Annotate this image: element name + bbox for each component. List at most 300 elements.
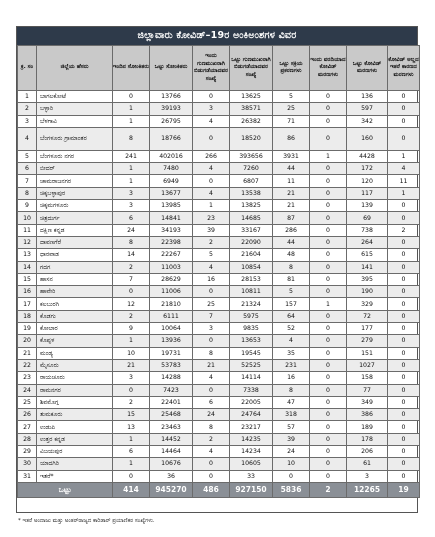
total-discharged: 18520 — [230, 127, 273, 150]
active-cases: 71 — [273, 115, 310, 127]
district-name: ದಾವಣಗೆರೆ — [37, 236, 113, 248]
today-deaths: 0 — [310, 323, 347, 335]
today-positive: 0 — [113, 384, 150, 396]
today-discharged: 0 — [193, 458, 230, 470]
table-row — [18, 458, 420, 470]
today-positive: 7 — [113, 273, 150, 285]
non-covid-deaths: 0 — [388, 200, 420, 212]
today-deaths: 0 — [310, 372, 347, 384]
totals-today-discharged: 486 — [193, 482, 230, 497]
table-title: ಜಿಲ್ಲಾವಾರು ಕೋವಿಡ್–19ರ ಅಂಕಿಅಂಶಗಳ ವಿವರ — [17, 27, 417, 45]
today-positive: 0 — [113, 286, 150, 298]
non-covid-deaths: 0 — [388, 433, 420, 445]
table-row — [18, 470, 420, 482]
district-name: ಮಂಡ್ಯ — [37, 347, 113, 359]
today-deaths: 0 — [310, 384, 347, 396]
row-sl: 10 — [18, 212, 37, 224]
non-covid-deaths: 0 — [388, 236, 420, 248]
active-cases: 5 — [273, 91, 310, 103]
today-discharged: 4 — [193, 163, 230, 175]
district-name: ಚಿಕ್ಕಮಗಳೂರು — [37, 200, 113, 212]
non-covid-deaths: 0 — [388, 91, 420, 103]
total-discharged: 7260 — [230, 163, 273, 175]
district-name: ಗದಗ — [37, 261, 113, 273]
header-total-positive: ಒಟ್ಟು ಸೋಂಕಿತರು — [150, 46, 193, 91]
total-discharged: 14685 — [230, 212, 273, 224]
row-sl: 8 — [18, 187, 37, 199]
today-discharged: 2 — [193, 236, 230, 248]
header-non-covid-deaths: ಕೋವಿಡ್ ಅಲ್ಲದ ಇತರೆ ಕಾರಣದ ಮರಣಗಳು — [388, 46, 420, 91]
total-positive: 402016 — [150, 150, 193, 162]
today-discharged: 21 — [193, 359, 230, 371]
active-cases: 44 — [273, 236, 310, 248]
today-discharged: 266 — [193, 150, 230, 162]
non-covid-deaths: 0 — [388, 446, 420, 458]
totals-today-positive: 414 — [113, 482, 150, 497]
today-positive: 3 — [113, 372, 150, 384]
total-positive: 14841 — [150, 212, 193, 224]
non-covid-deaths: 1 — [388, 187, 420, 199]
district-name: ಚಿತ್ರದುರ್ಗ — [37, 212, 113, 224]
total-positive: 22401 — [150, 396, 193, 408]
non-covid-deaths: 0 — [388, 310, 420, 322]
table-row — [18, 163, 420, 175]
total-discharged: 19545 — [230, 347, 273, 359]
today-deaths: 0 — [310, 236, 347, 248]
totals-label: ಒಟ್ಟು — [18, 482, 113, 497]
today-positive: 2 — [113, 396, 150, 408]
row-sl: 16 — [18, 286, 37, 298]
today-deaths: 0 — [310, 261, 347, 273]
total-deaths: 72 — [347, 310, 388, 322]
today-positive: 0 — [113, 470, 150, 482]
table-row — [18, 409, 420, 421]
table-row — [18, 150, 420, 162]
today-positive: 1 — [113, 458, 150, 470]
today-discharged: 0 — [193, 286, 230, 298]
total-positive: 14464 — [150, 446, 193, 458]
non-covid-deaths: 0 — [388, 347, 420, 359]
total-discharged: 10811 — [230, 286, 273, 298]
non-covid-deaths: 0 — [388, 384, 420, 396]
table-row — [18, 347, 420, 359]
today-positive: 0 — [113, 91, 150, 103]
today-positive: 1 — [113, 335, 150, 347]
total-deaths: 136 — [347, 91, 388, 103]
active-cases: 52 — [273, 323, 310, 335]
district-name: ಕೊಡಗು — [37, 310, 113, 322]
row-sl: 25 — [18, 396, 37, 408]
today-positive: 1 — [113, 163, 150, 175]
today-positive: 15 — [113, 409, 150, 421]
active-cases: 24 — [273, 446, 310, 458]
active-cases: 16 — [273, 372, 310, 384]
district-name: ಕಲಬುರಗಿ — [37, 298, 113, 310]
total-discharged: 13825 — [230, 200, 273, 212]
district-name: ಯಾದಗಿರಿ — [37, 458, 113, 470]
today-discharged: 0 — [193, 470, 230, 482]
row-sl: 19 — [18, 323, 37, 335]
row-sl: 17 — [18, 298, 37, 310]
district-name: ರಾಮನಗರ — [37, 384, 113, 396]
non-covid-deaths: 0 — [388, 127, 420, 150]
today-positive: 6 — [113, 446, 150, 458]
table-row — [18, 384, 420, 396]
active-cases: 21 — [273, 200, 310, 212]
total-deaths: 349 — [347, 396, 388, 408]
totals-active: 5836 — [273, 482, 310, 497]
table-row — [18, 372, 420, 384]
total-positive: 18766 — [150, 127, 193, 150]
total-positive: 6111 — [150, 310, 193, 322]
total-discharged: 13625 — [230, 91, 273, 103]
total-positive: 14288 — [150, 372, 193, 384]
header-total-deaths: ಒಟ್ಟು ಕೋವಿಡ್ ಮರಣಗಳು — [347, 46, 388, 91]
total-discharged: 22005 — [230, 396, 273, 408]
district-covid-table — [17, 45, 420, 498]
row-sl: 1 — [18, 91, 37, 103]
today-discharged: 4 — [193, 115, 230, 127]
total-positive: 14452 — [150, 433, 193, 445]
total-discharged: 9835 — [230, 323, 273, 335]
header-total-discharged: ಒಟ್ಟು ಗುಣಮುಖರಾಗಿ ಬಿಡುಗಡೆಯಾದವರ ಸಂಖ್ಯೆ — [230, 46, 273, 91]
total-discharged: 33 — [230, 470, 273, 482]
total-discharged: 23217 — [230, 421, 273, 433]
total-discharged: 33167 — [230, 224, 273, 236]
total-discharged: 13653 — [230, 335, 273, 347]
district-name: ರಾಯಚೂರು — [37, 372, 113, 384]
table-row — [18, 224, 420, 236]
total-discharged: 14235 — [230, 433, 273, 445]
non-covid-deaths: 0 — [388, 212, 420, 224]
today-deaths: 0 — [310, 224, 347, 236]
active-cases: 231 — [273, 359, 310, 371]
total-discharged: 21324 — [230, 298, 273, 310]
district-name: ಧಾರವಾಡ — [37, 249, 113, 261]
table-row — [18, 103, 420, 115]
header-today-deaths: ಇಂದು ವರದಿಯಾದ ಕೋವಿಡ್ ಮರಣಗಳು — [310, 46, 347, 91]
district-name: ವಿಜಯಪುರ — [37, 446, 113, 458]
non-covid-deaths: 0 — [388, 261, 420, 273]
table-row — [18, 310, 420, 322]
total-positive: 19731 — [150, 347, 193, 359]
row-sl: 4 — [18, 127, 37, 150]
header-sl: ಕ್ರ. ಸಂ — [18, 46, 37, 91]
district-name: ಬೆಂಗಳೂರು ನಗರ — [37, 150, 113, 162]
active-cases: 64 — [273, 310, 310, 322]
today-positive: 2 — [113, 261, 150, 273]
today-discharged: 6 — [193, 396, 230, 408]
today-deaths: 0 — [310, 163, 347, 175]
table-row — [18, 236, 420, 248]
total-deaths: 117 — [347, 187, 388, 199]
total-deaths: 190 — [347, 286, 388, 298]
non-covid-deaths: 11 — [388, 175, 420, 187]
row-sl: 30 — [18, 458, 37, 470]
today-deaths: 0 — [310, 446, 347, 458]
non-covid-deaths: 0 — [388, 458, 420, 470]
header-active: ಒಟ್ಟು ಸಕ್ರಿಯ ಪ್ರಕರಣಗಳು — [273, 46, 310, 91]
today-discharged: 2 — [193, 433, 230, 445]
row-sl: 13 — [18, 249, 37, 261]
total-discharged: 393656 — [230, 150, 273, 162]
today-deaths: 1 — [310, 150, 347, 162]
total-positive: 7423 — [150, 384, 193, 396]
table-row — [18, 433, 420, 445]
active-cases: 86 — [273, 127, 310, 150]
table-row — [18, 446, 420, 458]
table-row — [18, 187, 420, 199]
total-deaths: 189 — [347, 421, 388, 433]
today-discharged: 16 — [193, 273, 230, 285]
today-deaths: 0 — [310, 458, 347, 470]
row-sl: 6 — [18, 163, 37, 175]
total-deaths: 172 — [347, 163, 388, 175]
total-deaths: 329 — [347, 298, 388, 310]
today-deaths: 0 — [310, 249, 347, 261]
row-sl: 12 — [18, 236, 37, 248]
total-positive: 11006 — [150, 286, 193, 298]
table-row — [18, 273, 420, 285]
today-positive: 1 — [113, 175, 150, 187]
today-discharged: 0 — [193, 384, 230, 396]
active-cases: 286 — [273, 224, 310, 236]
today-discharged: 3 — [193, 323, 230, 335]
total-positive: 7480 — [150, 163, 193, 175]
totals-total-deaths: 12265 — [347, 482, 388, 497]
non-covid-deaths: 0 — [388, 372, 420, 384]
today-discharged: 0 — [193, 175, 230, 187]
today-discharged: 1 — [193, 200, 230, 212]
total-positive: 34193 — [150, 224, 193, 236]
today-positive: 14 — [113, 249, 150, 261]
covid-stats-table-container — [16, 26, 418, 513]
today-deaths: 0 — [310, 115, 347, 127]
row-sl: 26 — [18, 409, 37, 421]
total-discharged: 5975 — [230, 310, 273, 322]
today-positive: 1 — [113, 433, 150, 445]
total-positive: 13936 — [150, 335, 193, 347]
row-sl: 22 — [18, 359, 37, 371]
today-positive: 21 — [113, 359, 150, 371]
total-deaths: 738 — [347, 224, 388, 236]
district-name: ಬೆಳಗಾವಿ — [37, 115, 113, 127]
today-positive: 1 — [113, 103, 150, 115]
total-deaths: 279 — [347, 335, 388, 347]
row-sl: 28 — [18, 433, 37, 445]
district-name: ಕೋಲಾರ — [37, 323, 113, 335]
header-today-positive: ಇಂದಿನ ಸೋಂಕಿತರು — [113, 46, 150, 91]
today-discharged: 4 — [193, 261, 230, 273]
district-name: ಚಾಮರಾಜನಗರ — [37, 175, 113, 187]
active-cases: 5 — [273, 286, 310, 298]
today-deaths: 0 — [310, 310, 347, 322]
today-deaths: 0 — [310, 433, 347, 445]
row-sl: 3 — [18, 115, 37, 127]
total-discharged: 10854 — [230, 261, 273, 273]
non-covid-deaths: 0 — [388, 103, 420, 115]
today-deaths: 0 — [310, 212, 347, 224]
total-positive: 10676 — [150, 458, 193, 470]
today-positive: 3 — [113, 200, 150, 212]
row-sl: 5 — [18, 150, 37, 162]
total-deaths: 386 — [347, 409, 388, 421]
today-positive: 12 — [113, 298, 150, 310]
table-row — [18, 323, 420, 335]
today-discharged: 25 — [193, 298, 230, 310]
non-covid-deaths: 0 — [388, 359, 420, 371]
today-deaths: 0 — [310, 421, 347, 433]
row-sl: 31 — [18, 470, 37, 482]
total-discharged: 14234 — [230, 446, 273, 458]
today-positive: 10 — [113, 347, 150, 359]
total-deaths: 69 — [347, 212, 388, 224]
non-covid-deaths: 0 — [388, 421, 420, 433]
total-discharged: 10605 — [230, 458, 273, 470]
total-discharged: 13538 — [230, 187, 273, 199]
table-row — [18, 200, 420, 212]
non-covid-deaths: 0 — [388, 115, 420, 127]
total-discharged: 6807 — [230, 175, 273, 187]
row-sl: 7 — [18, 175, 37, 187]
total-deaths: 206 — [347, 446, 388, 458]
today-deaths: 0 — [310, 335, 347, 347]
total-positive: 53783 — [150, 359, 193, 371]
total-positive: 11003 — [150, 261, 193, 273]
today-discharged: 7 — [193, 310, 230, 322]
district-name: ಉತ್ತರ ಕನ್ನಡ — [37, 433, 113, 445]
table-row — [18, 396, 420, 408]
today-deaths: 1 — [310, 298, 347, 310]
today-deaths: 0 — [310, 175, 347, 187]
non-covid-deaths: 0 — [388, 409, 420, 421]
row-sl: 15 — [18, 273, 37, 285]
total-positive: 21810 — [150, 298, 193, 310]
non-covid-deaths: 0 — [388, 323, 420, 335]
total-positive: 28629 — [150, 273, 193, 285]
row-sl: 23 — [18, 372, 37, 384]
row-sl: 29 — [18, 446, 37, 458]
district-name: ತುಮಕೂರು — [37, 409, 113, 421]
table-row — [18, 298, 420, 310]
today-deaths: 0 — [310, 273, 347, 285]
row-sl: 21 — [18, 347, 37, 359]
total-deaths: 597 — [347, 103, 388, 115]
total-deaths: 3 — [347, 470, 388, 482]
total-deaths: 615 — [347, 249, 388, 261]
totals-non-covid-deaths: 19 — [388, 482, 420, 497]
table-row — [18, 212, 420, 224]
total-positive: 13766 — [150, 91, 193, 103]
row-sl: 20 — [18, 335, 37, 347]
header-district: ಜಿಲ್ಲೆಯ ಹೆಸರು — [37, 46, 113, 91]
total-deaths: 342 — [347, 115, 388, 127]
row-sl: 11 — [18, 224, 37, 236]
total-discharged: 21604 — [230, 249, 273, 261]
table-row — [18, 359, 420, 371]
active-cases: 318 — [273, 409, 310, 421]
total-positive: 6949 — [150, 175, 193, 187]
district-name: ಮೈಸೂರು — [37, 359, 113, 371]
district-name: ಹಾವೇರಿ — [37, 286, 113, 298]
district-name: ಉಡುಪಿ — [37, 421, 113, 433]
total-deaths: 264 — [347, 236, 388, 248]
active-cases: 8 — [273, 384, 310, 396]
district-name: ಬೆಂಗಳೂರು ಗ್ರಾಮಾಂತರ — [37, 127, 113, 150]
today-discharged: 0 — [193, 91, 230, 103]
district-name: ದಕ್ಷಿಣ ಕನ್ನಡ — [37, 224, 113, 236]
today-deaths: 0 — [310, 286, 347, 298]
today-positive: 9 — [113, 323, 150, 335]
total-positive: 13677 — [150, 187, 193, 199]
total-deaths: 141 — [347, 261, 388, 273]
footnote: * ಇತರೆ ಅಂದಾಜು ಮತ್ತು ಅಂತರ್‌ರಾಜ್ಯದ ಕಾರಿಡಾರ್ ಪ್ರಯಾಣಿಕರ ಸಂಖ್ಯೆಗಳು. — [18, 518, 155, 524]
row-sl: 9 — [18, 200, 37, 212]
active-cases: 8 — [273, 261, 310, 273]
table-row — [18, 91, 420, 103]
active-cases: 25 — [273, 103, 310, 115]
table-row — [18, 249, 420, 261]
row-sl: 24 — [18, 384, 37, 396]
header-today-discharged: ಇಂದು ಗುಣಮುಖರಾಗಿ ಬಿಡುಗಡೆಯಾದವರ ಸಂಖ್ಯೆ — [193, 46, 230, 91]
table-row — [18, 286, 420, 298]
table-row — [18, 175, 420, 187]
active-cases: 44 — [273, 163, 310, 175]
today-deaths: 0 — [310, 470, 347, 482]
active-cases: 47 — [273, 396, 310, 408]
today-deaths: 0 — [310, 187, 347, 199]
today-positive: 8 — [113, 127, 150, 150]
total-discharged: 26382 — [230, 115, 273, 127]
totals-today-deaths: 2 — [310, 482, 347, 497]
totals-total-positive: 945270 — [150, 482, 193, 497]
active-cases: 21 — [273, 187, 310, 199]
total-positive: 26795 — [150, 115, 193, 127]
total-discharged: 7338 — [230, 384, 273, 396]
active-cases: 10 — [273, 458, 310, 470]
today-discharged: 0 — [193, 127, 230, 150]
non-covid-deaths: 0 — [388, 298, 420, 310]
non-covid-deaths: 0 — [388, 286, 420, 298]
active-cases: 81 — [273, 273, 310, 285]
active-cases: 3931 — [273, 150, 310, 162]
totals-row — [18, 482, 420, 497]
non-covid-deaths: 1 — [388, 150, 420, 162]
total-discharged: 52525 — [230, 359, 273, 371]
non-covid-deaths: 2 — [388, 224, 420, 236]
total-deaths: 160 — [347, 127, 388, 150]
today-discharged: 8 — [193, 347, 230, 359]
district-name: ಚಿಕ್ಕಬಳ್ಳಾಪುರ — [37, 187, 113, 199]
total-discharged: 28153 — [230, 273, 273, 285]
total-discharged: 38571 — [230, 103, 273, 115]
total-deaths: 61 — [347, 458, 388, 470]
non-covid-deaths: 0 — [388, 249, 420, 261]
active-cases: 4 — [273, 335, 310, 347]
total-positive: 10064 — [150, 323, 193, 335]
today-discharged: 5 — [193, 249, 230, 261]
today-deaths: 0 — [310, 347, 347, 359]
total-positive: 39193 — [150, 103, 193, 115]
total-deaths: 158 — [347, 372, 388, 384]
non-covid-deaths: 4 — [388, 163, 420, 175]
active-cases: 35 — [273, 347, 310, 359]
active-cases: 157 — [273, 298, 310, 310]
row-sl: 2 — [18, 103, 37, 115]
district-name: ಶಿವಮೊಗ್ಗ — [37, 396, 113, 408]
total-positive: 36 — [150, 470, 193, 482]
today-deaths: 0 — [310, 409, 347, 421]
